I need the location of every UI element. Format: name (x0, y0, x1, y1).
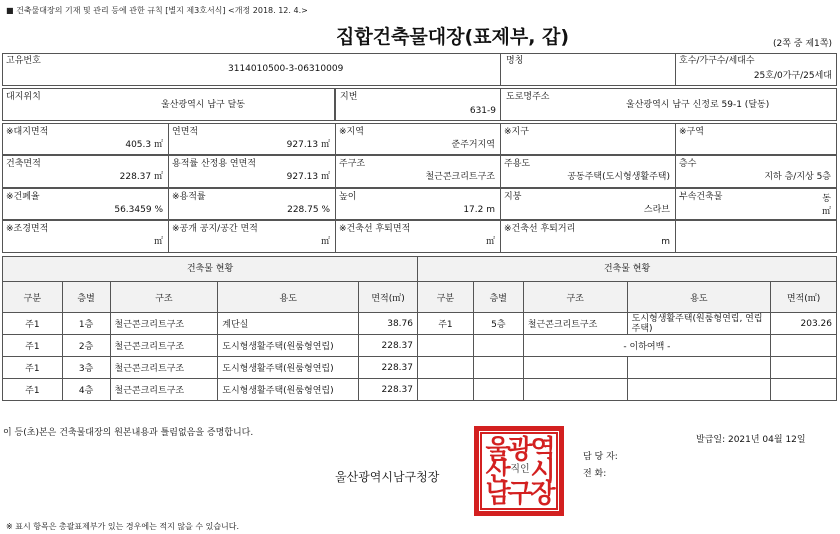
table-cell: 계단실 (218, 313, 359, 335)
info-cell-value: ㎡ (320, 237, 330, 247)
info-cell-label: 연면적 (172, 127, 199, 137)
status-right-title: 건축물 현황 (603, 264, 651, 274)
info-cell-label: 지붕 (504, 192, 522, 202)
info-cell (168, 155, 336, 188)
info-cell (335, 220, 501, 253)
info-cell-label: 용적률 산정용 연면적 (172, 159, 256, 169)
info-cell-label: 높이 (339, 192, 357, 202)
table-cell: 철근콘크리트구조 (110, 379, 218, 401)
regulation-note: ■ 건축물대장의 기재 및 관리 등에 관한 규칙 [별지 제3호서식] <개정 2018. 12. 4.> (6, 6, 308, 15)
column-header: 구조 (523, 282, 627, 313)
table-cell: 228.37 (359, 335, 418, 357)
table-cell: 주1 (3, 335, 63, 357)
info-cell-label: 주구조 (339, 159, 366, 169)
document-title: 집합건축물대장(표제부, 갑) (336, 26, 570, 48)
unique-no-label: 고유번호 (6, 56, 41, 66)
info-cell-label: ※용적률 (172, 192, 206, 202)
table-cell: 철근콘크리트구조 (110, 357, 218, 379)
table-cell: - 이하여백 - (523, 335, 770, 357)
info-cell-value: 56.3459 % (114, 205, 163, 215)
table-cell: 도시형생활주택(원룸형연립) (218, 335, 359, 357)
units-label: 호수/가구수/세대수 (679, 56, 755, 66)
info-cell (2, 220, 169, 253)
info-cell (500, 220, 676, 253)
info-cell-label: ※건축선 후퇴거리 (504, 224, 576, 234)
official-seal-stamp: 울 산 남 광 구 역 시 장 직인 (474, 426, 564, 516)
table-cell: 38.76 (359, 313, 418, 335)
table-cell: 철근콘크리트구조 (523, 313, 627, 335)
status-table-left (2, 281, 418, 401)
table-cell (473, 357, 523, 379)
table-cell: 도시형생활주택(원룸형연립) (218, 379, 359, 401)
info-cell-label: ※지역 (339, 127, 364, 137)
info-cell-value: 17.2 m (463, 205, 495, 215)
info-cell (2, 123, 169, 155)
table-row (418, 313, 837, 335)
info-cell-value: m (661, 237, 670, 247)
table-cell: 5층 (473, 313, 523, 335)
table-header-row (418, 282, 837, 313)
column-header: 층별 (62, 282, 110, 313)
table-row (3, 313, 418, 335)
road-address-label: 도로명주소 (506, 92, 550, 102)
info-cell-label: 건축면적 (6, 159, 41, 169)
road-address-value: 울산광역시 남구 신정로 59-1 (달동) (626, 100, 770, 110)
info-cell (675, 123, 837, 155)
info-cell (2, 188, 169, 220)
table-cell (627, 357, 770, 379)
table-cell: 3층 (62, 357, 110, 379)
info-cell-value: 공동주택(도시형생활주택) (567, 172, 670, 182)
status-right-title-cell (417, 256, 837, 282)
info-cell (675, 155, 837, 188)
table-row (418, 379, 837, 401)
table-header-row (3, 282, 418, 313)
info-cell (168, 188, 336, 220)
table-row (3, 379, 418, 401)
table-cell (418, 357, 474, 379)
info-cell-value: 228.75 % (287, 205, 330, 215)
info-cell (335, 188, 501, 220)
table-row (418, 357, 837, 379)
table-row (3, 335, 418, 357)
info-cell (168, 220, 336, 253)
info-cell-value: 927.13 ㎡ (286, 140, 330, 150)
table-cell: 228.37 (359, 379, 418, 401)
status-left-title-cell (2, 256, 418, 282)
units-value: 25호/0가구/25세대 (753, 71, 832, 81)
table-cell (523, 379, 627, 401)
info-cell-value: 준주거지역 (451, 140, 495, 150)
table-cell: 4층 (62, 379, 110, 401)
table-cell (771, 379, 837, 401)
info-cell (500, 155, 676, 188)
lot-number-label: 지번 (340, 92, 358, 102)
table-cell (473, 379, 523, 401)
table-cell: 228.37 (359, 357, 418, 379)
table-cell: 주1 (3, 357, 63, 379)
table-cell (523, 357, 627, 379)
table-cell: 도시형생활주택(원룸형연립, 연립주택) (627, 313, 770, 335)
info-cell (2, 155, 169, 188)
info-cell-value: ㎡ (153, 237, 163, 247)
person-in-charge-label: 담 당 자: (583, 452, 618, 462)
table-cell: 2층 (62, 335, 110, 357)
info-cell (500, 123, 676, 155)
table-row (3, 357, 418, 379)
column-header: 구분 (3, 282, 63, 313)
info-cell-label: 층수 (679, 159, 697, 169)
site-location-value: 울산광역시 남구 달동 (161, 100, 245, 110)
seal-center-text: 직인 (510, 464, 530, 475)
table-cell: 도시형생활주택(원룸형연립) (218, 357, 359, 379)
building-name-label: 명칭 (506, 56, 524, 66)
column-header: 층별 (473, 282, 523, 313)
info-cell (335, 123, 501, 155)
table-cell: 주1 (3, 313, 63, 335)
info-cell-label: ※조경면적 (6, 224, 49, 234)
info-cell-label: ※지구 (504, 127, 529, 137)
info-cell-value: ㎡ (485, 237, 495, 247)
status-table-right (417, 281, 837, 401)
info-cell-value-secondary: ㎡ (821, 207, 831, 217)
road-address-cell (500, 88, 837, 121)
column-header: 구분 (418, 282, 474, 313)
info-cell-label: ※건폐율 (6, 192, 40, 202)
certification-text: 이 등(초)본은 건축물대장의 원본내용과 틀림없음을 증명합니다. (3, 428, 254, 438)
units-cell (675, 53, 837, 86)
unique-no-cell (2, 53, 501, 86)
table-cell: 1층 (62, 313, 110, 335)
table-cell: 203.26 (771, 313, 837, 335)
lot-number-cell (335, 88, 501, 121)
table-cell (473, 335, 523, 357)
table-cell (771, 335, 837, 357)
info-cell-value: 철근콘크리트구조 (425, 172, 495, 182)
issue-date: 발급일: 2021년 04월 12일 (696, 435, 806, 445)
table-cell: 주1 (418, 313, 474, 335)
table-cell: 철근콘크리트구조 (110, 335, 218, 357)
column-header: 면적(㎡) (359, 282, 418, 313)
unique-no-value: 3114010500-3-06310009 (228, 64, 344, 74)
info-cell-label: ※건축선 후퇴면적 (339, 224, 411, 234)
column-header: 면적(㎡) (771, 282, 837, 313)
site-location-cell (2, 88, 335, 121)
table-cell (418, 335, 474, 357)
table-cell (771, 357, 837, 379)
info-cell-label: ※대지면적 (6, 127, 49, 137)
table-cell (627, 379, 770, 401)
bottom-note: ※ 표시 항목은 총괄표제부가 있는 경우에는 적지 않을 수 있습니다. (6, 522, 240, 531)
column-header: 용도 (218, 282, 359, 313)
info-cell-value: 927.13 ㎡ (286, 172, 330, 182)
info-cell-label: 부속건축물 (679, 192, 723, 202)
info-cell-value: 지하 층/지상 5층 (764, 172, 831, 182)
info-cell-label: ※공개 공지/공간 면적 (172, 224, 258, 234)
building-name-cell (500, 53, 676, 86)
site-location-label: 대지위치 (6, 92, 41, 102)
status-left-title: 건축물 현황 (186, 264, 234, 274)
info-cell (675, 220, 837, 253)
table-row (418, 335, 837, 357)
info-cell-value: 스라브 (643, 205, 670, 215)
column-header: 구조 (110, 282, 218, 313)
info-cell-value: 405.3 ㎡ (125, 140, 163, 150)
table-cell: 주1 (3, 379, 63, 401)
info-cell-label: 주용도 (504, 159, 531, 169)
info-cell (168, 123, 336, 155)
column-header: 용도 (627, 282, 770, 313)
table-cell: 철근콘크리트구조 (110, 313, 218, 335)
info-cell-value: 228.37 ㎡ (119, 172, 163, 182)
info-cell (335, 155, 501, 188)
info-cell (675, 188, 837, 220)
table-cell (418, 379, 474, 401)
issuer-name: 울산광역시남구청장 (335, 470, 440, 484)
info-cell-value: 동 (822, 194, 831, 204)
info-cell-label: ※구역 (679, 127, 704, 137)
lot-number-value: 631-9 (469, 106, 496, 116)
info-cell (500, 188, 676, 220)
phone-label: 전 화: (583, 469, 607, 479)
page-info: (2쪽 중 제1쪽) (773, 39, 832, 49)
